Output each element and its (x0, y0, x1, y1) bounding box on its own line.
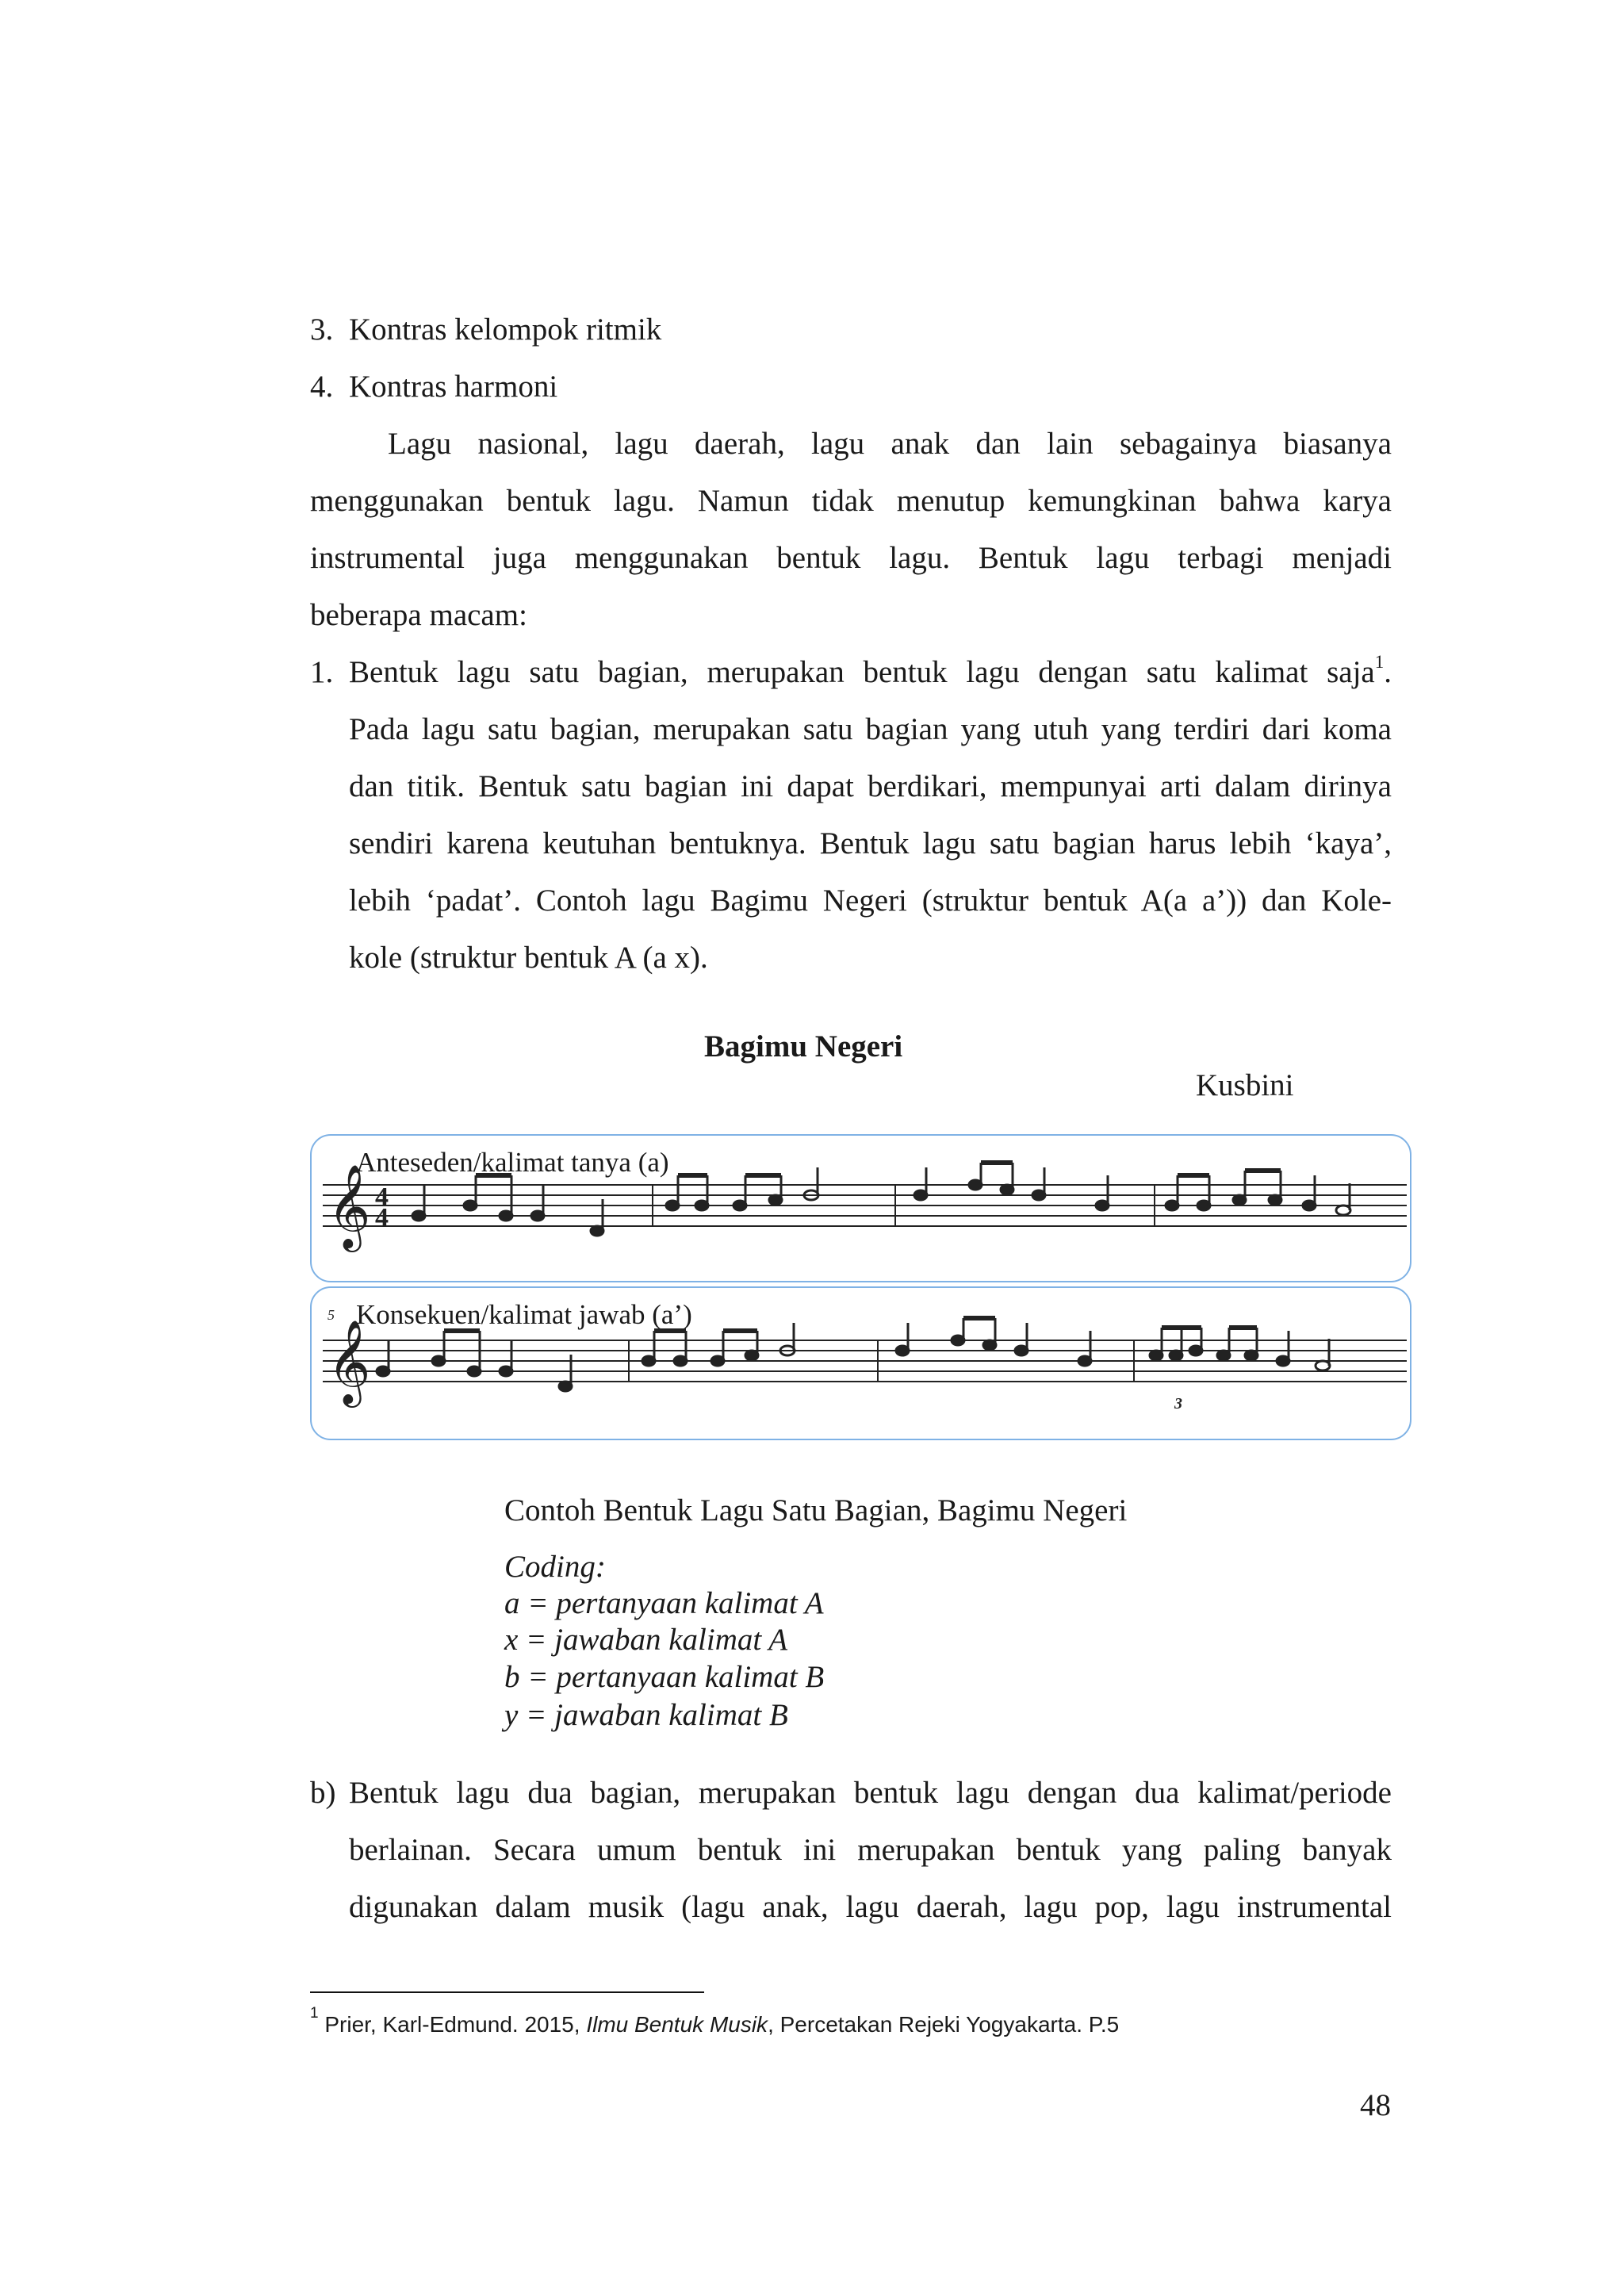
paragraph-line: beberapa macam: (310, 598, 527, 632)
footnote-separator (310, 1991, 704, 1993)
item1-first-line: Bentuk lagu satu bagian, merupakan bentuk lagu dengan satu kalimat saja (349, 655, 1375, 689)
paragraph-line: instrumental juga menggunakan bentuk lagu. Bentuk lagu terbagi menjadi (310, 541, 1392, 575)
list-number-3: 3. (310, 312, 334, 347)
music-staff-1 (312, 1136, 1410, 1281)
paragraph-line: Bentuk lagu dua bagian, merupakan bentuk lagu dengan dua kalimat/periode (349, 1776, 1392, 1810)
staff-box-antecedent (310, 1134, 1411, 1282)
triplet-mark: 3 (1174, 1395, 1182, 1412)
paragraph-line: berlainan. Secara umum bentuk ini merupakan bentuk yang paling banyak (349, 1833, 1392, 1867)
time-signature-bottom: 4 (375, 1203, 389, 1232)
footnote (310, 2004, 1120, 2039)
paragraph-line: sendiri karena keutuhan bentuknya. Bentuk lagu satu bagian harus lebih ‘kaya’, (349, 826, 1392, 861)
list-number-1: 1. (310, 655, 334, 689)
score-composer: Kusbini (1196, 1068, 1294, 1102)
measure-number: 5 (327, 1307, 335, 1323)
staff-label-consequent: Konsekuen/kalimat jawab (a’) (356, 1299, 692, 1330)
list-number-4: 4. (310, 370, 334, 404)
coding-heading: Coding: (504, 1550, 606, 1584)
coding-item: a = pertanyaan kalimat A (504, 1586, 824, 1620)
coding-item: y = jawaban kalimat B (504, 1698, 788, 1732)
page-number: 48 (1360, 2088, 1391, 2122)
list-item-kontras-ritmik: Kontras kelompok ritmik (349, 312, 662, 347)
footnote-text: , Percetakan Rejeki Yogyakarta. P.5 (768, 2012, 1120, 2037)
paragraph-line: menggunakan bentuk lagu. Namun tidak menutup kemungkinan bahwa karya (310, 484, 1392, 518)
paragraph-line: digunakan dalam musik (lagu anak, lagu daerah, lagu pop, lagu instrumental (349, 1890, 1392, 1924)
sentence-period: . (1384, 655, 1392, 689)
list-item-kontras-harmoni: Kontras harmoni (349, 370, 558, 404)
paragraph-line (349, 653, 1392, 692)
coding-item: b = pertanyaan kalimat B (504, 1660, 825, 1694)
paragraph-line: Lagu nasional, lagu daerah, lagu anak dan lain sebagainya biasanya (388, 427, 1392, 461)
treble-clef-icon: 𝄞 (327, 1166, 371, 1247)
paragraph-line: kole (struktur bentuk A (a x). (349, 941, 708, 975)
figure-caption: Contoh Bentuk Lagu Satu Bagian, Bagimu Negeri (504, 1493, 1128, 1527)
music-staff-2 (312, 1288, 1410, 1439)
time-signature-top: 4 (375, 1182, 389, 1212)
paragraph-line: lebih ‘padat’. Contoh lagu Bagimu Negeri (struktur bentuk A(a a’)) dan Kole- (349, 884, 1392, 918)
footnote-book-title: Ilmu Bentuk Musik (586, 2012, 768, 2037)
staff-box-consequent (310, 1286, 1411, 1440)
treble-clef-icon: 𝄞 (327, 1321, 371, 1402)
footnote-text: Prier, Karl-Edmund. 2015, (318, 2012, 587, 2037)
coding-item: x = jawaban kalimat A (504, 1623, 788, 1657)
footnote-reference[interactable]: 1 (1374, 652, 1385, 672)
score-title: Bagimu Negeri (704, 1029, 903, 1064)
paragraph-line: Pada lagu satu bagian, merupakan satu bagian yang utuh yang terdiri dari koma (349, 712, 1392, 746)
staff-label-antecedent: Anteseden/kalimat tanya (a) (356, 1147, 669, 1178)
paragraph-line: dan titik. Bentuk satu bagian ini dapat berdikari, mempunyai arti dalam dirinya (349, 769, 1392, 803)
list-number-b: b) (310, 1776, 336, 1810)
footnote-number: 1 (310, 2004, 319, 2022)
